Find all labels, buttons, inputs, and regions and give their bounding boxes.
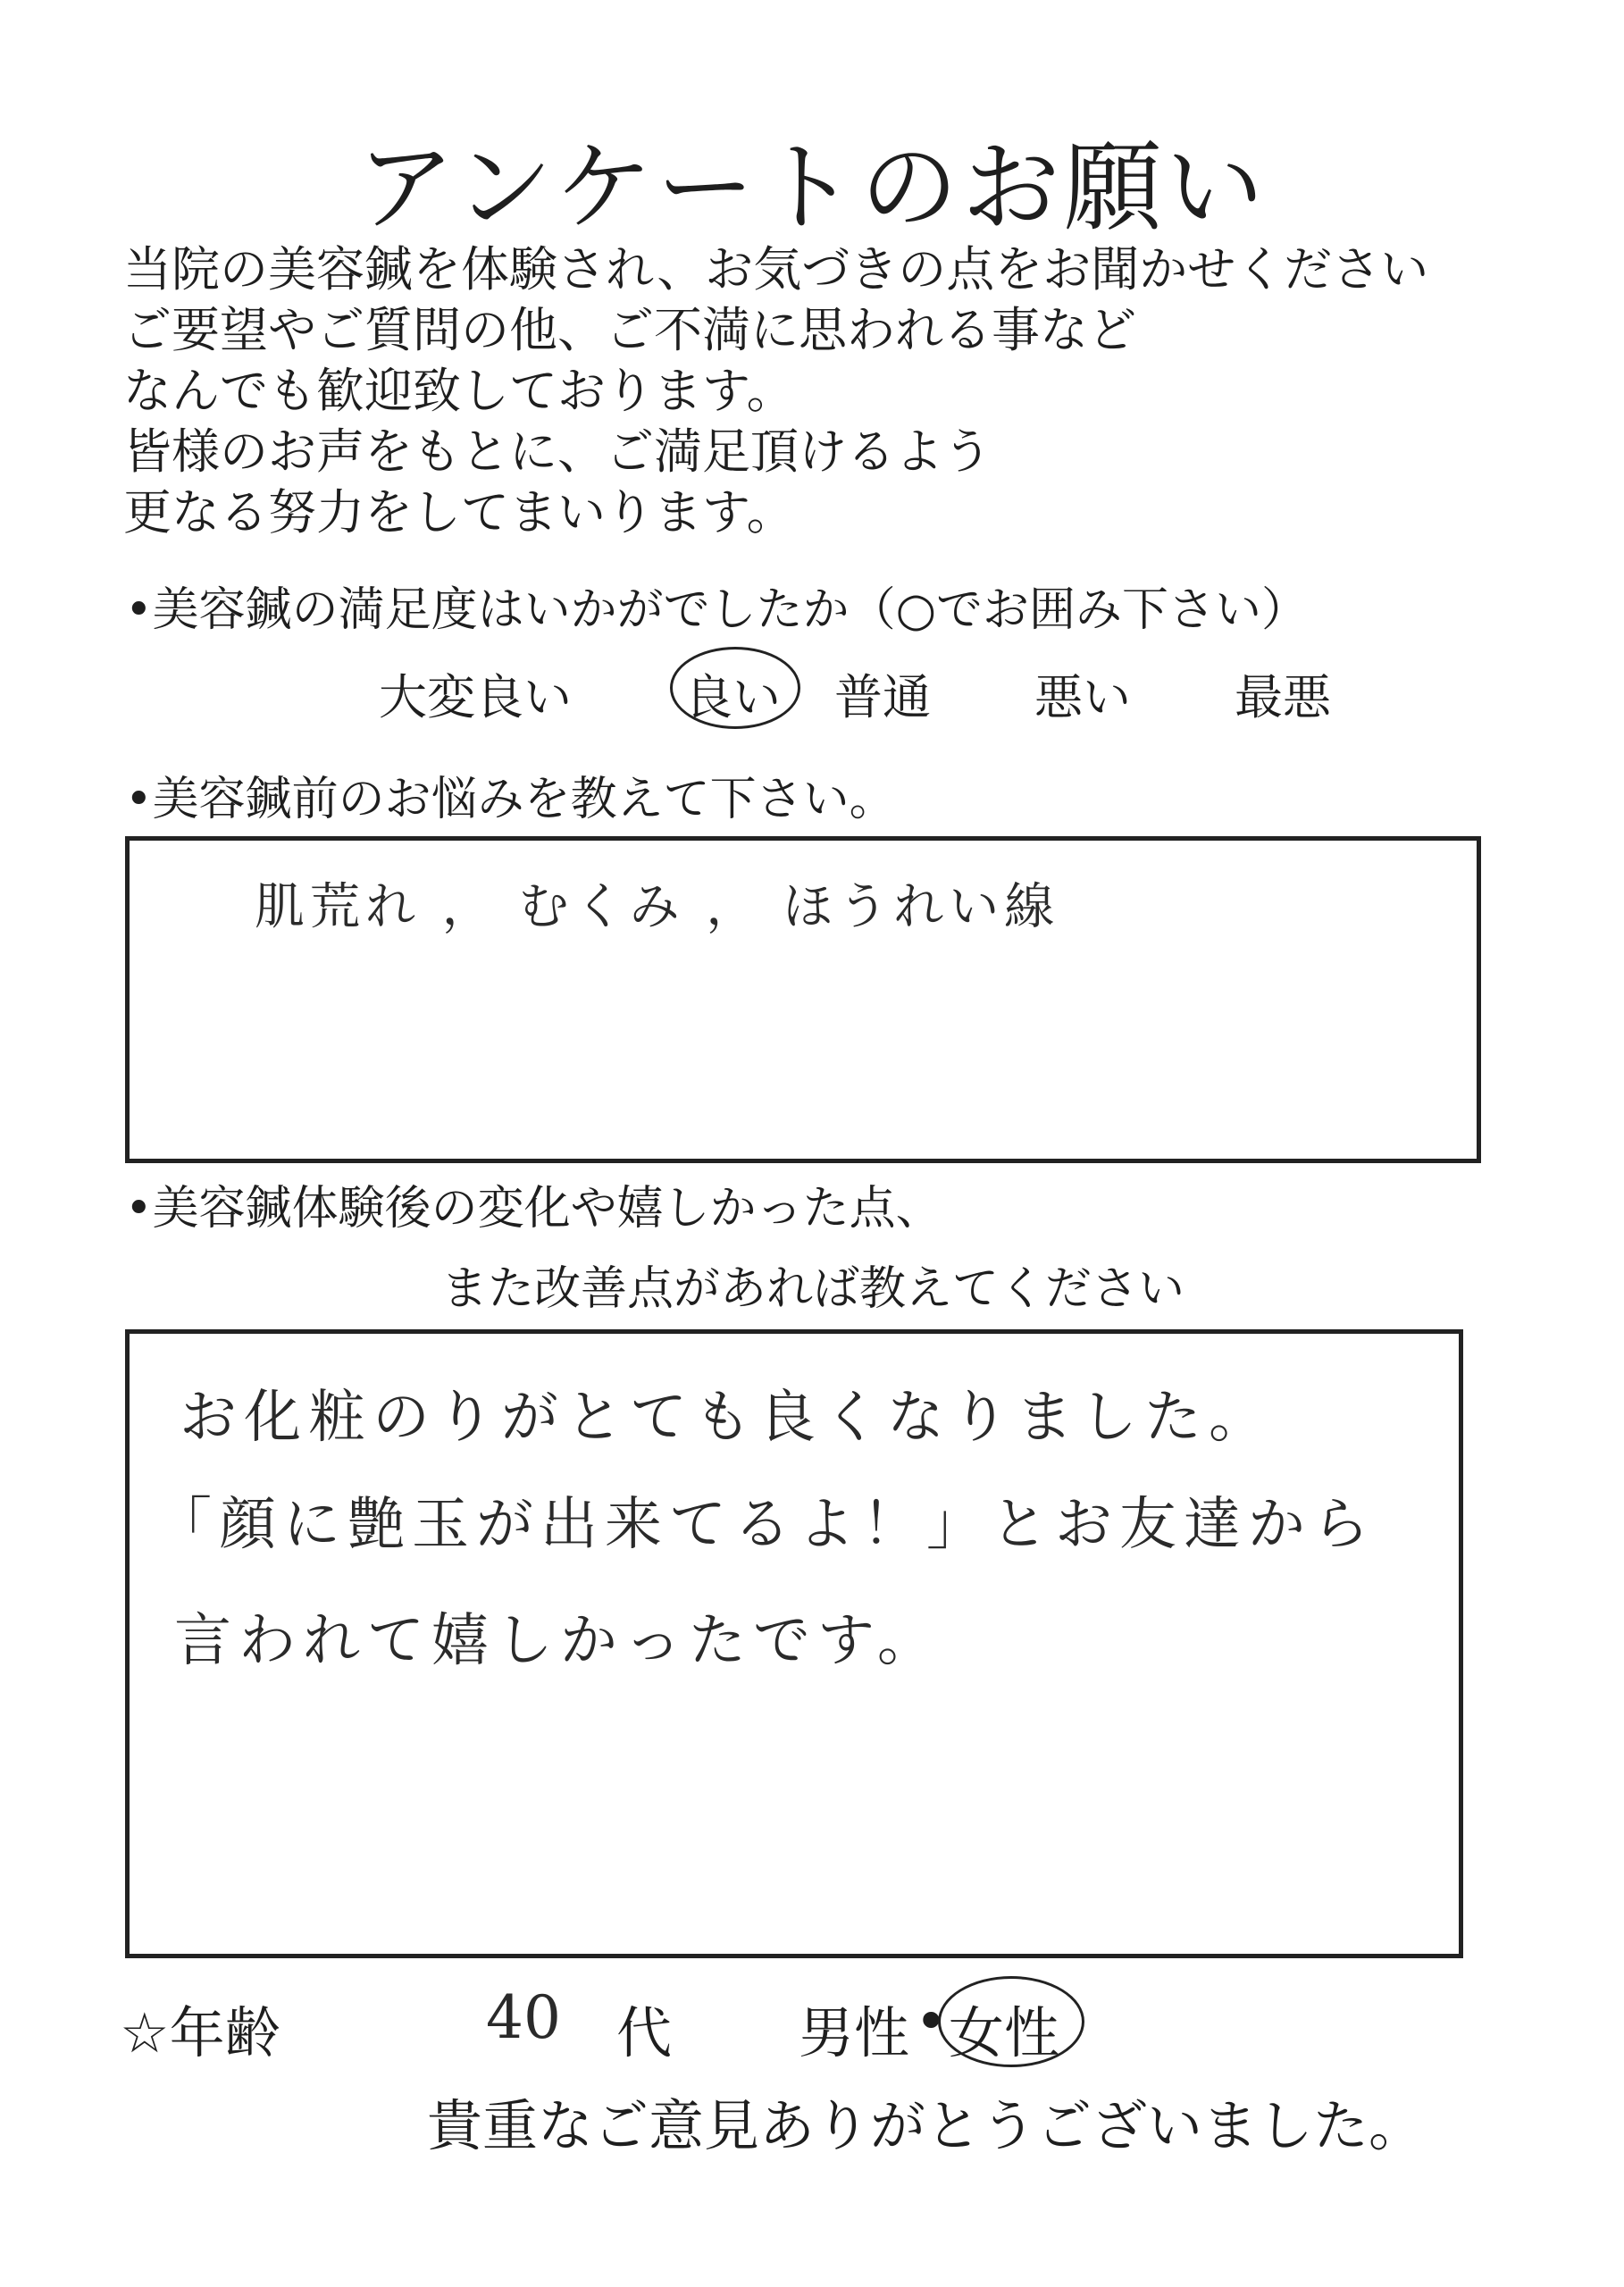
option-bad[interactable]: 悪い bbox=[1034, 669, 1131, 725]
question-changes-line1: •美容鍼体験後の変化や嬉しかった点、 bbox=[125, 1182, 942, 1236]
intro-line: ご要望やご質問の他、ご不満に思われる事など bbox=[123, 302, 1136, 358]
gender-female[interactable]: 女性 bbox=[949, 2000, 1060, 2065]
option-good[interactable]: 良い bbox=[684, 669, 781, 725]
satisfaction-options bbox=[0, 659, 1624, 731]
gender-separator: • bbox=[915, 1989, 948, 2054]
option-worst[interactable]: 最悪 bbox=[1235, 669, 1331, 725]
intro-line: 皆様のお声をもとに、ご満足頂けるよう bbox=[123, 423, 992, 480]
selection-circle bbox=[670, 647, 800, 729]
question-concerns: •美容鍼前のお悩みを教えて下さい。 bbox=[125, 773, 896, 826]
age-unit: 代 bbox=[616, 2000, 673, 2065]
intro-line: 当院の美容鍼を体験され、お気づきの点をお聞かせください bbox=[123, 241, 1429, 297]
thanks-message: 貴重なご意見ありがとうございました。 bbox=[427, 2093, 1425, 2158]
gender-male[interactable]: 男性 bbox=[799, 2000, 910, 2065]
concerns-answer: 肌荒れ ， むくみ ， ほうれい線 bbox=[255, 878, 1060, 936]
age-label: ☆年齢 bbox=[120, 2000, 280, 2065]
intro-line: 更なる努力をしてまいります。 bbox=[123, 484, 795, 540]
question-satisfaction: •美容鍼の満足度はいかがでしたか（○でお囲み下さい） bbox=[125, 583, 1309, 637]
intro-line: なんでも歓迎致しております。 bbox=[123, 363, 795, 419]
intro-text bbox=[123, 239, 1428, 543]
changes-answer-box[interactable] bbox=[125, 1329, 1463, 1958]
concerns-answer-box[interactable] bbox=[125, 836, 1481, 1163]
option-very-good[interactable]: 大変良い bbox=[379, 669, 572, 725]
answer-line: 言われて嬉しかったです。 bbox=[174, 1608, 942, 1674]
answer-line: お化粧のりがとても良くなりました。 bbox=[180, 1385, 1273, 1451]
gender-selection-circle bbox=[938, 1976, 1084, 2067]
answer-line: 「顔に艶玉が出来てるよ！」とお友達から bbox=[155, 1492, 1377, 1558]
option-normal[interactable]: 普通 bbox=[834, 669, 931, 725]
age-value[interactable]: 40 bbox=[486, 1983, 561, 2052]
question-changes-line2: また改善点があれば教えてください bbox=[441, 1262, 1185, 1316]
page-title: アンケートのお願い bbox=[356, 130, 1268, 245]
